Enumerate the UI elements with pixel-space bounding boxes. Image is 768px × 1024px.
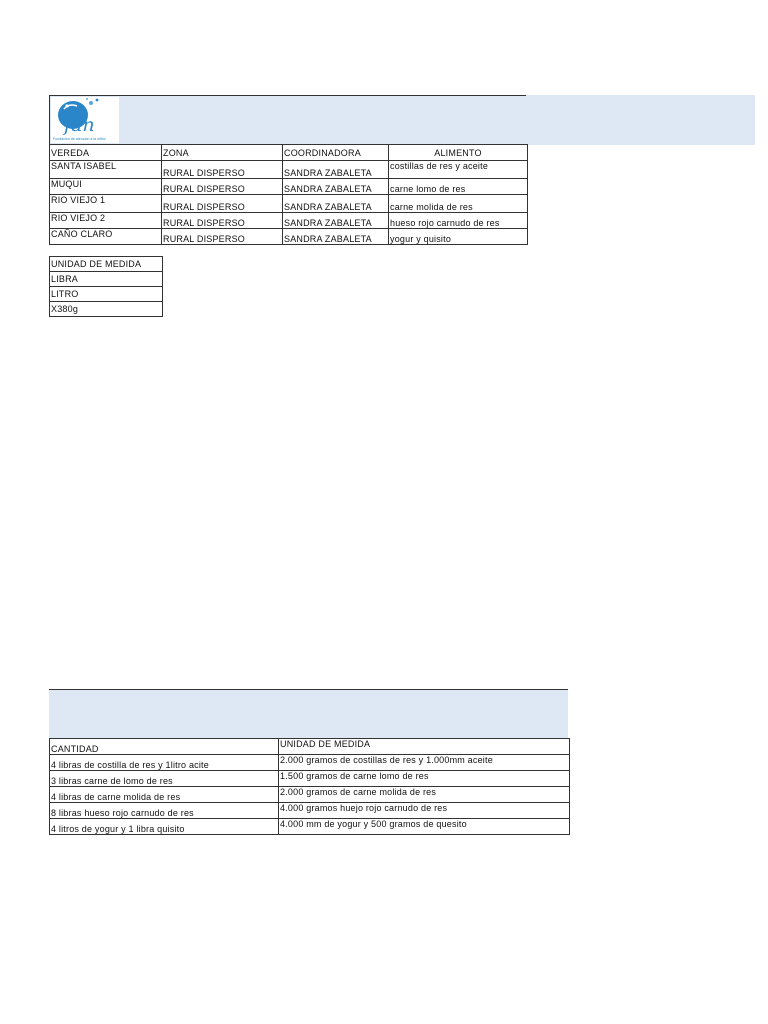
list-item	[50, 287, 163, 302]
cell-vereda: RIO VIEJO 1	[50, 195, 162, 213]
quantity-header-band	[49, 689, 568, 739]
table-row	[50, 213, 528, 229]
unit-table	[49, 256, 163, 317]
cell-zona: RURAL DISPERSO	[162, 179, 283, 195]
cell-zona: RURAL DISPERSO	[162, 229, 283, 245]
fan-logo	[51, 97, 119, 143]
cell-alimento: costillas de res y aceite	[389, 161, 528, 179]
list-item	[50, 272, 163, 287]
cell-coordinadora: SANDRA ZABALETA	[283, 161, 389, 179]
unit-header: UNIDAD DE MEDIDA	[50, 257, 163, 272]
cell-cantidad: 4 litros de yogur y 1 libra quisito	[50, 819, 279, 835]
cell-zona: RURAL DISPERSO	[162, 161, 283, 179]
cell-coordinadora: SANDRA ZABALETA	[283, 213, 389, 229]
table-row	[50, 161, 528, 179]
cell-unidad-medida: 4.000 gramos huejo rojo carnudo de res	[279, 803, 570, 819]
header-zona: ZONA	[162, 145, 283, 161]
table-row	[50, 787, 570, 803]
table-row	[50, 803, 570, 819]
table-row	[50, 179, 528, 195]
header-alimento: ALIMENTO	[389, 145, 528, 161]
table-row	[50, 819, 570, 835]
unit-cell: LITRO	[50, 287, 163, 302]
cell-zona: RURAL DISPERSO	[162, 195, 283, 213]
cell-coordinadora: SANDRA ZABALETA	[283, 179, 389, 195]
logo-brand: fan	[64, 114, 95, 136]
cell-vereda: CAÑO CLARO	[50, 229, 162, 245]
cell-vereda: MUQUI	[50, 179, 162, 195]
cell-vereda: RIO VIEJO 2	[50, 213, 162, 229]
cell-cantidad: 4 libras de carne molida de res	[50, 787, 279, 803]
quantity-table-header-row	[50, 739, 570, 755]
cell-coordinadora: SANDRA ZABALETA	[283, 195, 389, 213]
table-row	[50, 771, 570, 787]
table-row	[50, 195, 528, 213]
cell-zona: RURAL DISPERSO	[162, 213, 283, 229]
header-unidad-medida: UNIDAD DE MEDIDA	[279, 739, 570, 755]
cell-unidad-medida: 2.000 gramos de costillas de res y 1.000mm aceite	[279, 755, 570, 771]
cell-unidad-medida: 4.000 mm de yogur y 500 gramos de quesito	[279, 819, 570, 835]
cell-alimento: carne lomo de res	[389, 179, 528, 195]
cell-alimento: yogur y quisito	[389, 229, 528, 245]
cell-cantidad: 4 libras de costilla de res y 1litro acite	[50, 755, 279, 771]
header-coordinadora: COORDINADORA	[283, 145, 389, 161]
cell-unidad-medida: 1.500 gramos de carne lomo de res	[279, 771, 570, 787]
main-table-header-row	[50, 145, 528, 161]
header-border-left	[49, 95, 50, 145]
header-band	[49, 95, 755, 145]
header-border	[49, 95, 526, 96]
fan-logo-icon	[51, 97, 119, 143]
unit-cell: X380g	[50, 302, 163, 317]
list-item	[50, 302, 163, 317]
table-row	[50, 755, 570, 771]
quantity-header-border	[49, 689, 568, 690]
cell-unidad-medida: 2.000 gramos de carne molida de res	[279, 787, 570, 803]
logo-tagline: Fundación de atención a la niñez	[53, 137, 106, 141]
cell-cantidad: 8 libras hueso rojo carnudo de res	[50, 803, 279, 819]
cell-vereda: SANTA ISABEL	[50, 161, 162, 179]
header-vereda: VEREDA	[50, 145, 162, 161]
cell-alimento: carne molida de res	[389, 195, 528, 213]
cell-alimento: hueso rojo carnudo de res	[389, 213, 528, 229]
quantity-table	[49, 738, 570, 835]
main-table	[49, 144, 528, 245]
cell-coordinadora: SANDRA ZABALETA	[283, 229, 389, 245]
cell-cantidad: 3 libras carne de lomo de res	[50, 771, 279, 787]
table-row	[50, 229, 528, 245]
unit-cell: LIBRA	[50, 272, 163, 287]
header-cantidad: CANTIDAD	[50, 739, 279, 755]
unit-table-header-row	[50, 257, 163, 272]
